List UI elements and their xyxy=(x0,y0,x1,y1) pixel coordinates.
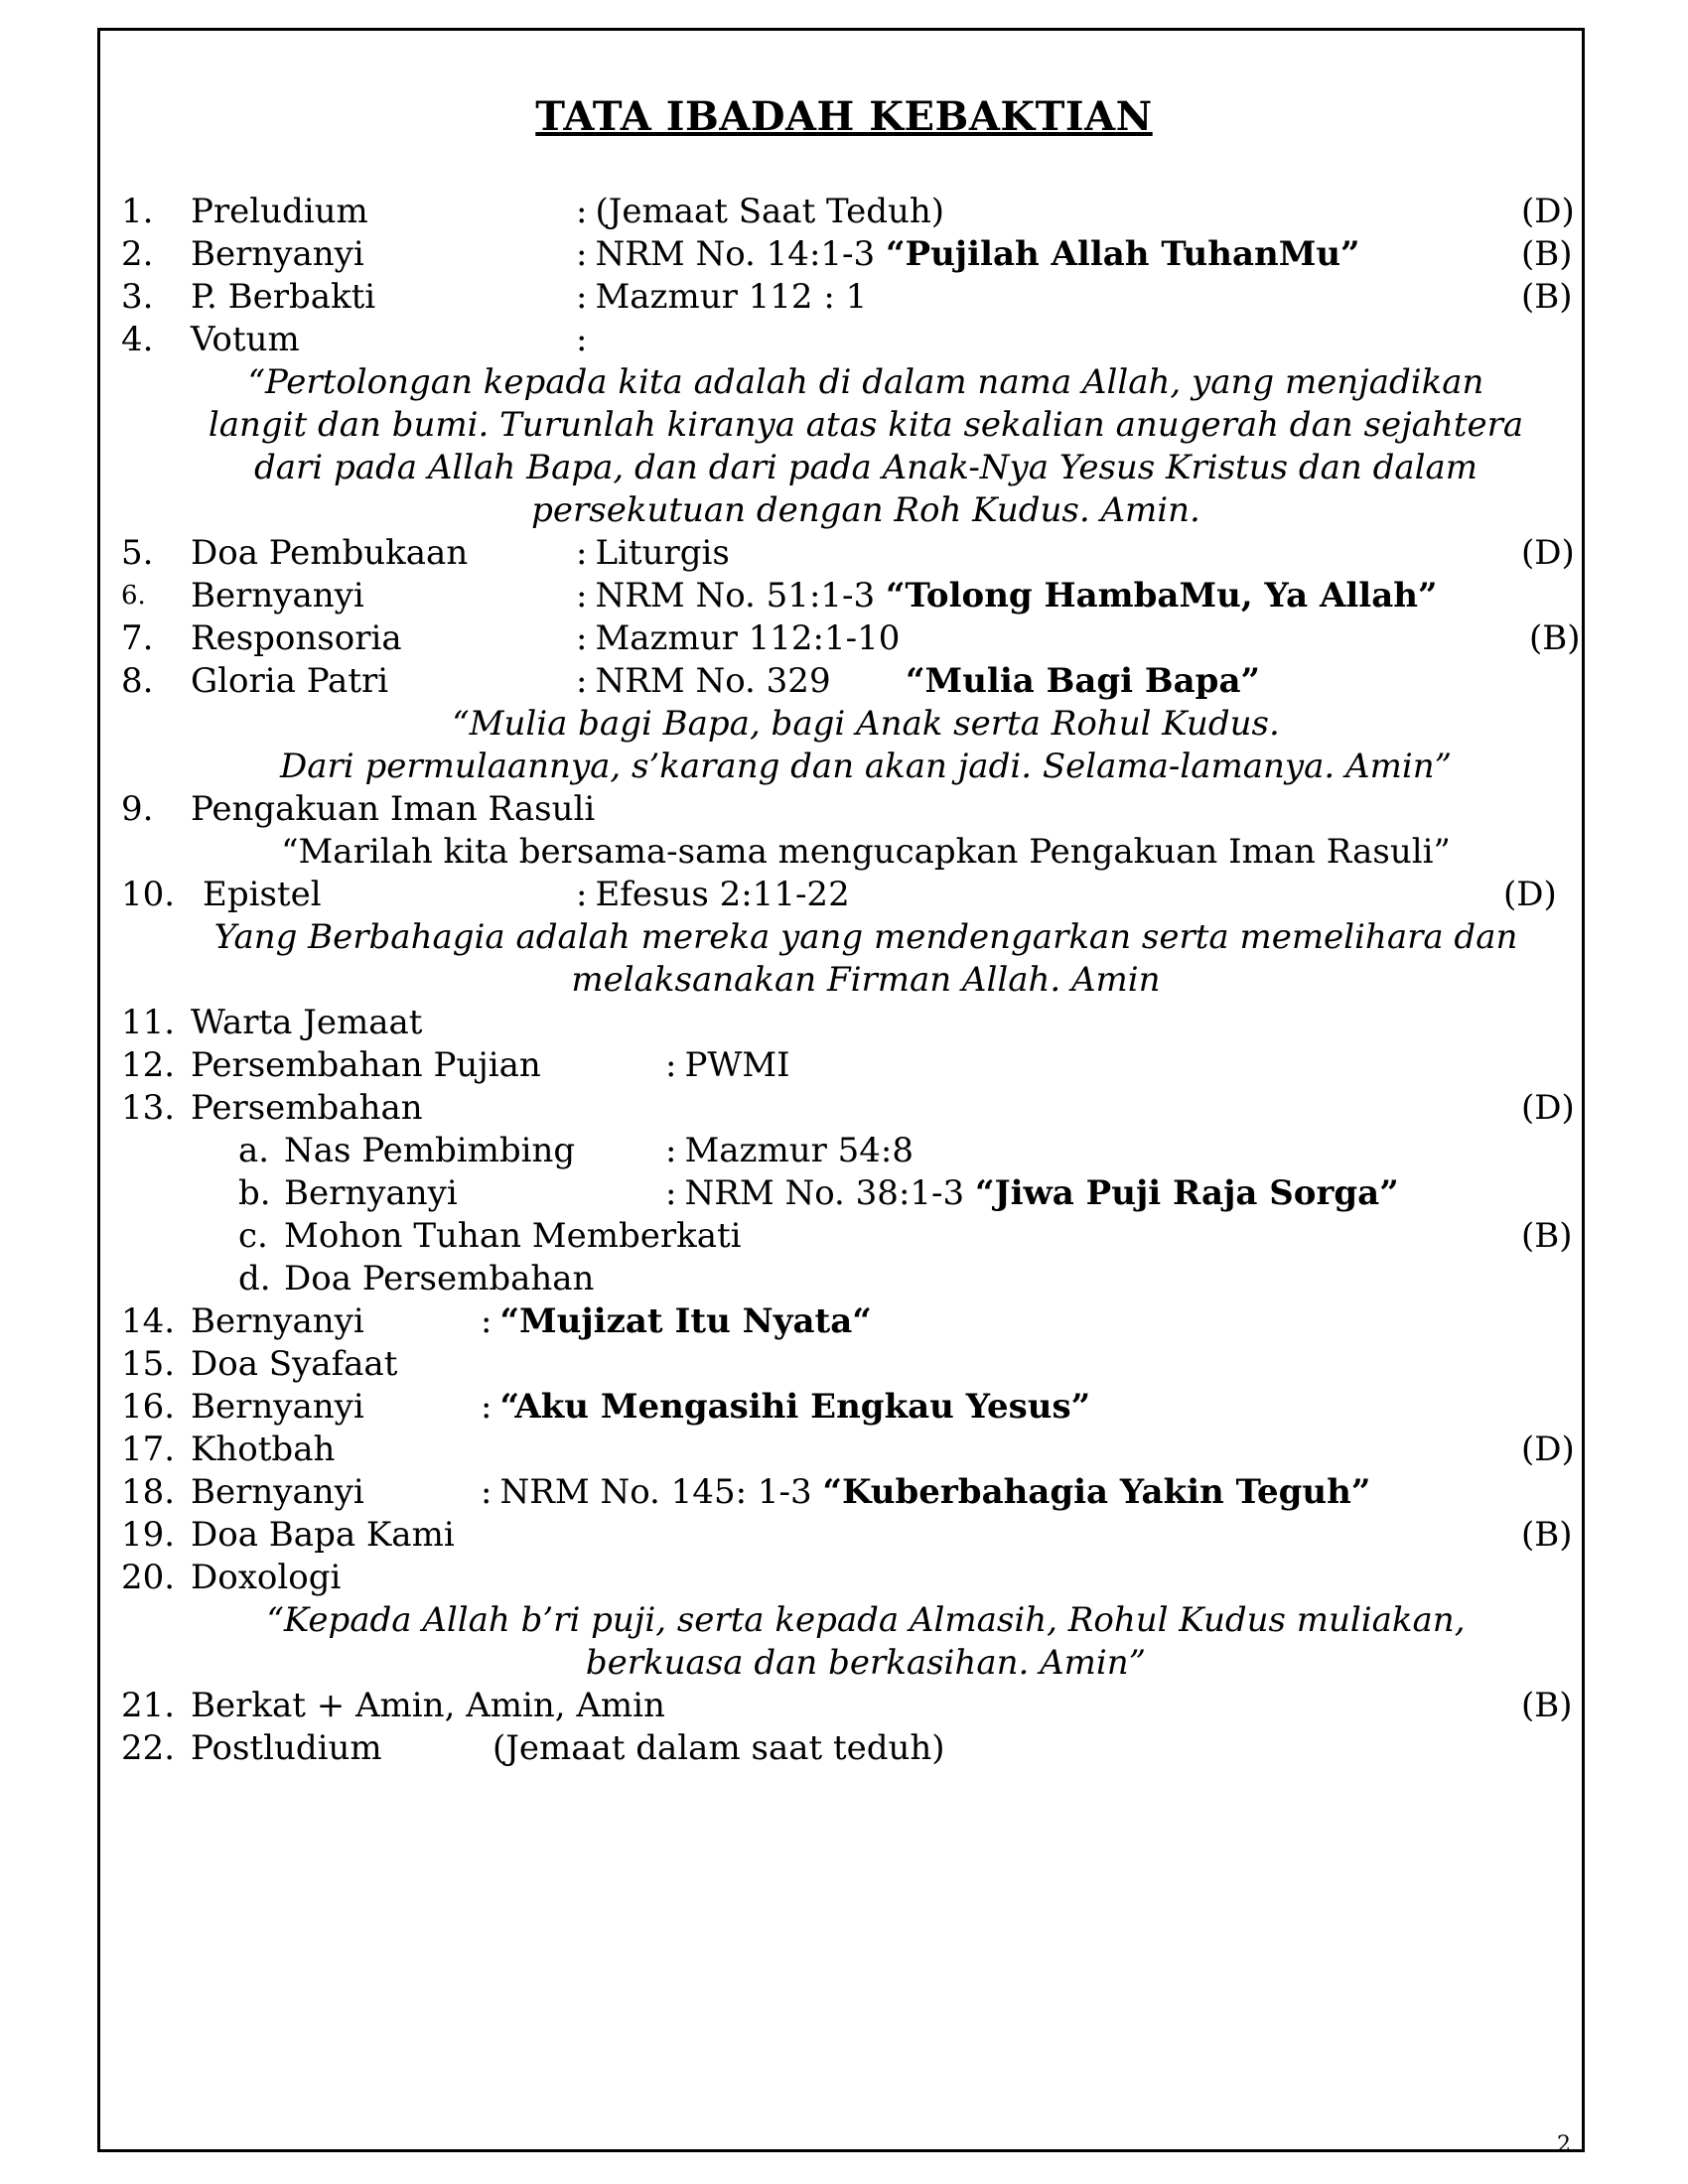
item-label: Bernyanyi xyxy=(191,1387,364,1427)
item-text: NRM No. 329 xyxy=(595,661,831,701)
item-number: 3. xyxy=(121,277,154,317)
item-number: 17. xyxy=(121,1430,176,1469)
item-label: Doa Bapa Kami xyxy=(191,1515,455,1555)
item-label: Warta Jemaat xyxy=(191,1003,423,1042)
list-item xyxy=(121,1343,1571,1386)
item-label: Doa Pembukaan xyxy=(191,533,469,573)
item-colon: : xyxy=(576,234,588,274)
item-number: 2. xyxy=(121,234,154,274)
list-item xyxy=(121,319,1571,361)
item-colon: : xyxy=(665,1131,677,1170)
item-code: (D) xyxy=(1521,533,1575,573)
epistel-text xyxy=(161,916,1571,1002)
list-item xyxy=(121,1557,1571,1599)
item-number: 16. xyxy=(121,1387,176,1427)
doxologi-text xyxy=(161,1599,1571,1685)
item-text: (Jemaat Saat Teduh) xyxy=(595,192,945,231)
item-colon: : xyxy=(481,1472,492,1512)
epistel-line: Yang Berbahagia adalah mereka yang mendengarkan serta memelihara dan xyxy=(213,917,1518,957)
item-label: Doa Syafaat xyxy=(191,1344,398,1384)
list-item xyxy=(121,1386,1571,1429)
item-text: NRM No. 38:1-3 xyxy=(684,1173,965,1213)
item-label: Bernyanyi xyxy=(191,1301,364,1341)
list-item xyxy=(121,874,1571,916)
song-title: “Jiwa Puji Raja Sorga” xyxy=(974,1173,1399,1213)
item-label: Postludium xyxy=(191,1728,382,1768)
item-number: 12. xyxy=(121,1045,176,1085)
item-number: 8. xyxy=(121,661,154,701)
list-item xyxy=(121,1002,1571,1044)
item-number: 15. xyxy=(121,1344,176,1384)
list-item xyxy=(121,1514,1571,1557)
item-code: (D) xyxy=(1521,1430,1575,1469)
list-item xyxy=(121,191,1575,233)
gloria-line: Dari permulaannya, s’karang dan akan jadi. Selama-lamanya. Amin” xyxy=(280,747,1452,786)
sub-item-label: Nas Pembimbing xyxy=(284,1131,576,1170)
votum-line: “Pertolongan kepada kita adalah di dalam nama Allah, yang menjadikan xyxy=(247,362,1484,402)
votum-line: persekutuan dengan Roh Kudus. Amin. xyxy=(531,490,1200,530)
doxologi-line: berkuasa dan berkasihan. Amin” xyxy=(585,1643,1147,1683)
item-label: Bernyanyi xyxy=(191,1472,364,1512)
gloria-text xyxy=(161,703,1571,788)
item-text: PWMI xyxy=(684,1045,790,1085)
page-title: TATA IBADAH KEBAKTIAN xyxy=(535,93,1153,140)
gloria-line: “Mulia bagi Bapa, bagi Anak serta Rohul Kudus. xyxy=(452,704,1280,744)
item-colon: : xyxy=(481,1301,492,1341)
list-item xyxy=(121,233,1571,276)
sub-item-letter: a. xyxy=(238,1131,270,1170)
item-code: (D) xyxy=(1521,192,1575,231)
item-label: Pengakuan Iman Rasuli xyxy=(191,789,596,829)
song-title: “Pujilah Allah TuhanMu” xyxy=(885,234,1360,274)
item-code: (D) xyxy=(1521,1088,1575,1128)
item-code: (B) xyxy=(1529,618,1581,658)
item-text: Liturgis xyxy=(595,533,730,573)
item-colon: : xyxy=(665,1173,677,1213)
sub-item-label: Doa Persembahan xyxy=(284,1259,595,1298)
pengakuan-text: “Marilah kita bersama-sama mengucapkan Pengakuan Iman Rasuli” xyxy=(281,832,1451,872)
song-title: “Mujizat Itu Nyata“ xyxy=(499,1301,872,1341)
song-title: “Aku Mengasihi Engkau Yesus” xyxy=(499,1387,1091,1427)
item-text: NRM No. 14:1-3 xyxy=(595,234,876,274)
list-item xyxy=(121,1300,1571,1343)
item-label: Bernyanyi xyxy=(191,576,364,615)
item-number: 13. xyxy=(121,1088,176,1128)
item-number: 21. xyxy=(121,1686,176,1725)
item-number: 1. xyxy=(121,192,154,231)
item-colon: : xyxy=(576,618,588,658)
item-code: (B) xyxy=(1521,1686,1573,1725)
list-item xyxy=(121,1727,1571,1770)
item-colon: : xyxy=(576,661,588,701)
item-code: (B) xyxy=(1521,1515,1573,1555)
votum-line: dari pada Allah Bapa, dan dari pada Anak-Nya Yesus Kristus dan dalam xyxy=(253,448,1478,487)
sub-item-letter: c. xyxy=(238,1216,268,1256)
list-item xyxy=(121,1429,1575,1471)
item-text: Efesus 2:11-22 xyxy=(595,875,850,914)
item-colon: : xyxy=(576,533,588,573)
item-number: 5. xyxy=(121,533,154,573)
item-label: Berkat + Amin, Amin, Amin xyxy=(191,1686,665,1725)
item-label: P. Berbakti xyxy=(191,277,376,317)
item-text: Mazmur 112:1-10 xyxy=(595,618,901,658)
item-code: (B) xyxy=(1521,234,1573,274)
sub-item xyxy=(121,1130,1571,1172)
item-number: 19. xyxy=(121,1515,176,1555)
item-label: Epistel xyxy=(203,875,322,914)
item-label: Bernyanyi xyxy=(191,234,364,274)
item-code: (D) xyxy=(1503,875,1557,914)
item-number: 22. xyxy=(121,1728,176,1768)
item-number: 9. xyxy=(121,789,154,829)
item-label: Votum xyxy=(191,320,300,359)
item-number: 6. xyxy=(121,581,146,611)
sub-item-label: Mohon Tuhan Memberkati xyxy=(284,1216,742,1256)
item-text: (Jemaat dalam saat teduh) xyxy=(492,1728,945,1768)
item-colon: : xyxy=(665,1045,677,1085)
list-item xyxy=(121,1685,1571,1727)
item-colon: : xyxy=(576,875,588,914)
item-label: Persembahan Pujian xyxy=(191,1045,541,1085)
list-item xyxy=(121,276,1571,319)
item-number: 20. xyxy=(121,1558,176,1597)
item-colon: : xyxy=(481,1387,492,1427)
song-title: “Tolong HambaMu, Ya Allah” xyxy=(885,576,1438,615)
item-label: Doxologi xyxy=(191,1558,342,1597)
list-item xyxy=(121,575,1571,617)
item-code: (B) xyxy=(1521,1216,1573,1256)
sub-item-letter: d. xyxy=(238,1259,271,1298)
item-colon: : xyxy=(576,192,588,231)
item-label: Responsoria xyxy=(191,618,402,658)
list-item xyxy=(121,1471,1571,1514)
item-label: Khotbah xyxy=(191,1430,336,1469)
item-number: 7. xyxy=(121,618,154,658)
item-colon: : xyxy=(576,277,588,317)
song-title: “Mulia Bagi Bapa” xyxy=(906,661,1261,701)
list-item xyxy=(121,617,1581,660)
item-colon: : xyxy=(576,320,588,359)
item-text: Mazmur 54:8 xyxy=(684,1131,914,1170)
votum-text xyxy=(161,361,1571,532)
list-item xyxy=(121,660,1571,703)
sub-item-letter: b. xyxy=(238,1173,271,1213)
item-number: 10. xyxy=(121,875,176,914)
sub-item xyxy=(121,1215,1571,1258)
song-title: “Kuberbahagia Yakin Teguh” xyxy=(822,1472,1371,1512)
item-label: Persembahan xyxy=(191,1088,423,1128)
list-item xyxy=(121,788,1571,831)
item-colon: : xyxy=(576,576,588,615)
sub-item-label: Bernyanyi xyxy=(284,1173,458,1213)
item-number: 4. xyxy=(121,320,154,359)
epistel-line: melaksanakan Firman Allah. Amin xyxy=(571,960,1161,1000)
item-code: (B) xyxy=(1521,277,1573,317)
item-text: Mazmur 112 : 1 xyxy=(595,277,868,317)
list-item xyxy=(121,1044,1571,1087)
votum-line: langit dan bumi. Turunlah kiranya atas kita sekalian anugerah dan sejahtera xyxy=(208,405,1524,445)
item-label: Gloria Patri xyxy=(191,661,389,701)
sub-item xyxy=(121,1172,1571,1215)
item-number: 14. xyxy=(121,1301,176,1341)
doxologi-line: “Kepada Allah b’ri puji, serta kepada Almasih, Rohul Kudus muliakan, xyxy=(266,1600,1466,1640)
list-item xyxy=(121,1087,1575,1130)
item-text: NRM No. 51:1-3 xyxy=(595,576,876,615)
page-number: 2 xyxy=(1557,2132,1571,2157)
item-label: Preludium xyxy=(191,192,368,231)
item-text: NRM No. 145: 1-3 xyxy=(499,1472,812,1512)
item-number: 11. xyxy=(121,1003,176,1042)
list-item xyxy=(121,532,1575,575)
liturgy-list xyxy=(121,191,1581,1770)
sub-item xyxy=(121,1258,1571,1300)
item-number: 18. xyxy=(121,1472,176,1512)
